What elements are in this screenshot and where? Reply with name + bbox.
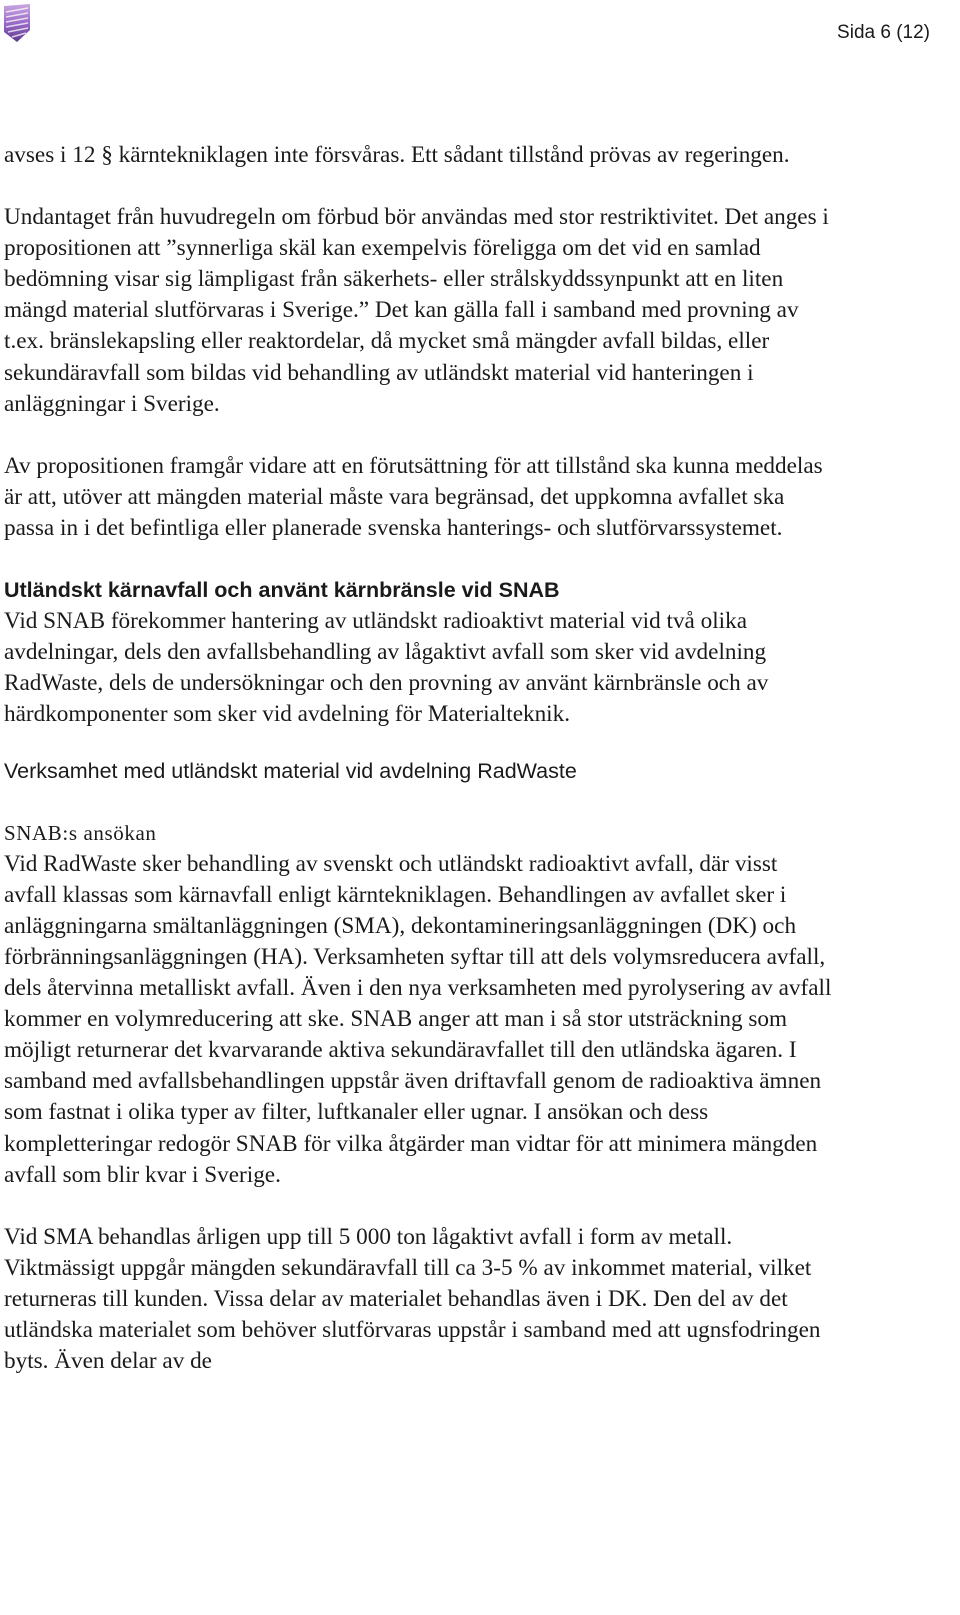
paragraph-4: Vid SNAB förekommer hantering av utländskt radioaktivt material vid två olika avdelningar, dels den avfallsbehandling av lågaktivt avfall som sker vid avdelning RadWaste, dels de undersökningar och den provning av använt kärnbränsle och av härdkomponenter som sker vid avdelning för Materialteknik. bbox=[4, 608, 769, 728]
subsection-heading: Verksamhet med utländskt material vid avdelning RadWaste bbox=[4, 758, 577, 783]
document-body bbox=[4, 140, 834, 1377]
paragraph-6: Vid SMA behandlas årligen upp till 5 000 ton lågaktivt avfall i form av metall. Viktmässigt uppgår mängden sekundäravfall till ca 3-5 % av inkommet material, vilket returneras till kunden. Vissa delar av materialet behandlas även i DK. Den del av det utländska materialet som behöver slutförvaras uppstår i samband med att ugnsfodringen byts. Även delar av de bbox=[4, 1223, 821, 1375]
paragraph-2: Undantaget från huvudregeln om förbud bör användas med stor restriktivitet. Det anges i propositionen att ”synnerliga skäl kan exempelvis föreligga om det vid en samlad bedömning visar sig lämpligast från säkerhets- eller strålskyddssynpunkt att en liten mängd material slutförvaras i Sverige.” Det kan gälla fall i samband med provning av t.ex. bränslekapsling eller reaktordelar, då mycket små mängder avfall bildas, eller sekundäravfall som bildas vid behandling av utländskt material vid hanteringen i anläggningar i Sverige. bbox=[4, 204, 829, 417]
page-number: Sida 6 (12) bbox=[837, 22, 930, 43]
authority-logo-icon bbox=[2, 2, 32, 44]
paragraph-1: avses i 12 § kärntekniklagen inte försvåras. Ett sådant tillstånd prövas av regeringen. bbox=[4, 142, 790, 168]
paragraph-3: Av propositionen framgår vidare att en förutsättning för att tillstånd ska kunna meddelas är att, utöver att mängden material måste vara begränsad, det uppkomna avfallet ska passa in i det befintliga eller planerade svenska hanterings- och slutförvarssystemet. bbox=[4, 452, 823, 541]
subsubsection-heading: SNAB:s ansökan bbox=[4, 820, 157, 845]
paragraph-5: Vid RadWaste sker behandling av svenskt och utländskt radioaktivt avfall, där visst avfall klassas som kärnavfall enligt kärntekniklagen. Behandlingen av avfallet sker i anläggningarna smältanläggningen (SMA), dekontamineringsanläggningen (DK) och förbränningsanläggningen (HA). Verksamheten syftar till att dels volymsreducera avfall, dels återvinna metalliskt avfall. Även i den nya verksamheten med pyrolysering av avfall kommer en volymreducering att ske. SNAB anger att man i så stor utsträckning som möjligt returnerar det kvarvarande aktiva sekundäravfallet till den utländska ägaren. I samband med avfallsbehandlingen uppstår även driftavfall genom de radioaktiva ämnen som fastnat i olika typer av filter, luftkanaler eller ugnar. I ansökan och dess kompletteringar redogör SNAB för vilka åtgärder man vidtar för att minimera mängden avfall som blir kvar i Sverige. bbox=[4, 850, 832, 1188]
section-heading: Utländskt kärnavfall och använt kärnbränsle vid SNAB bbox=[4, 578, 560, 603]
